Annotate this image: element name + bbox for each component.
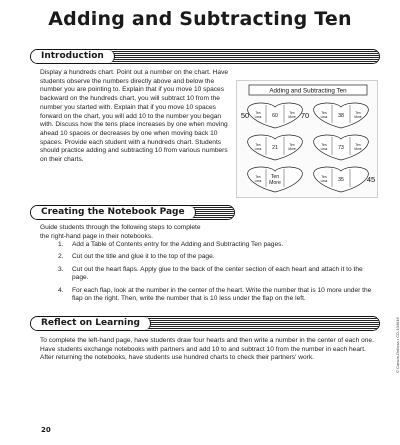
step-text: For each flap, look at the number in the center of the heart. Write the number that is 10 more under the flap on the right. Then, write the number that is 10 less under the flap on the left. xyxy=(72,286,372,303)
heart-left-label: Less xyxy=(254,178,262,183)
notebook-heading-bar xyxy=(30,205,235,220)
step-number: 4. xyxy=(58,286,64,294)
heart-right-label: Ten xyxy=(355,111,361,116)
notebook-steps-list xyxy=(58,241,376,308)
heart-left-label: Ten xyxy=(255,175,261,180)
step-item xyxy=(58,241,376,250)
step-number: 3. xyxy=(58,265,64,273)
heart-center-number: 38 xyxy=(338,113,344,119)
introduction-heading: Introduction xyxy=(31,50,115,63)
notebook-intro-text: Guide students through the following steps to complete the right-hand page in their notebooks. xyxy=(40,224,201,240)
heart-right-label: More xyxy=(354,146,362,151)
heart-center-number: 35 xyxy=(338,177,344,183)
heart-right-label: Ten xyxy=(289,111,295,116)
notebook-page-figure xyxy=(236,80,378,198)
heart-center-number: Ten xyxy=(270,174,280,181)
heart-center-number: 60 xyxy=(272,113,278,119)
heart-left-label: Less xyxy=(320,178,328,183)
step-item xyxy=(58,287,376,304)
heart-left-label: Ten xyxy=(255,143,261,148)
step-text: Add a Table of Contents entry for the Adding and Subtracting Ten pages. xyxy=(72,241,284,248)
heart-left-label: Less xyxy=(254,114,262,119)
reflect-heading-bar xyxy=(30,316,380,331)
reflect-text: To complete the left-hand page, have students draw four hearts and then write a number in the center of each one. Have students exchange notebooks with partners and add 10 to and subtract 10 from the number in each heart. After returning the notebooks, have students use hundred charts to check their partners' work. xyxy=(40,337,374,362)
hearts-group xyxy=(241,103,375,192)
heart-left-label: Ten xyxy=(321,111,327,116)
heart-left-label: Ten xyxy=(255,111,261,116)
heart-right-label: More xyxy=(288,114,296,119)
copyright-notice: © Carson-Dellosa • CD-104646 xyxy=(395,317,400,373)
step-item xyxy=(58,253,376,262)
heart-right-label: More xyxy=(288,146,296,151)
heart-handwritten-note: 70 xyxy=(300,111,310,120)
heart-handwritten-note: 45 xyxy=(366,175,376,184)
step-item xyxy=(58,266,376,283)
reflect-heading: Reflect on Learning xyxy=(31,317,151,330)
heart-left-label: Ten xyxy=(321,143,327,148)
heart-handwritten-note: 50 xyxy=(240,111,250,120)
heart-left-label: Less xyxy=(320,146,328,151)
step-text: Cut out the heart flaps. Apply glue to the back of the center section of each heart and attach it to the page. xyxy=(72,265,363,282)
figure-title: Adding and Subtracting Ten xyxy=(269,87,347,95)
step-text: Cut out the title and glue it to the top of the page. xyxy=(72,253,215,261)
introduction-heading-bar xyxy=(30,49,380,64)
hearts-illustration xyxy=(237,81,379,199)
page-title: Adding and Subtracting Ten xyxy=(48,8,352,30)
step-number: 2. xyxy=(58,253,64,261)
heart-right-label: Ten xyxy=(289,143,295,148)
heart-left-label: Less xyxy=(254,146,262,151)
introduction-text: Display a hundreds chart. Point out a number on the chart. Have students observe the numbers directly above and below the number you are pointing to. Explain that if you move 10 spaces backward on the hundreds chart, you will subtract 10 from the number you started with. Explain that if you move 10 spaces forward on the chart, you will add 10 to the number you began with. Discuss how the tens place increases by one when moving ahead 10 spaces or decreases by one when moving back 10 spaces. Provide each student with a hundreds chart. Students should practice adding and subtracting 10 from various numbers on their charts. xyxy=(40,69,229,164)
heart-right-label: More xyxy=(354,114,362,119)
heart-left-label: Ten xyxy=(321,175,327,180)
page-number: 20 xyxy=(41,426,51,434)
notebook-heading: Creating the Notebook Page xyxy=(31,206,196,219)
heart-center-number: 21 xyxy=(272,145,278,151)
heart-center-number: More xyxy=(269,179,281,186)
heart-left-label: Less xyxy=(320,114,328,119)
heart-center-number: 73 xyxy=(338,145,344,151)
heart-right-label: Ten xyxy=(355,143,361,148)
step-number: 1. xyxy=(58,241,64,248)
